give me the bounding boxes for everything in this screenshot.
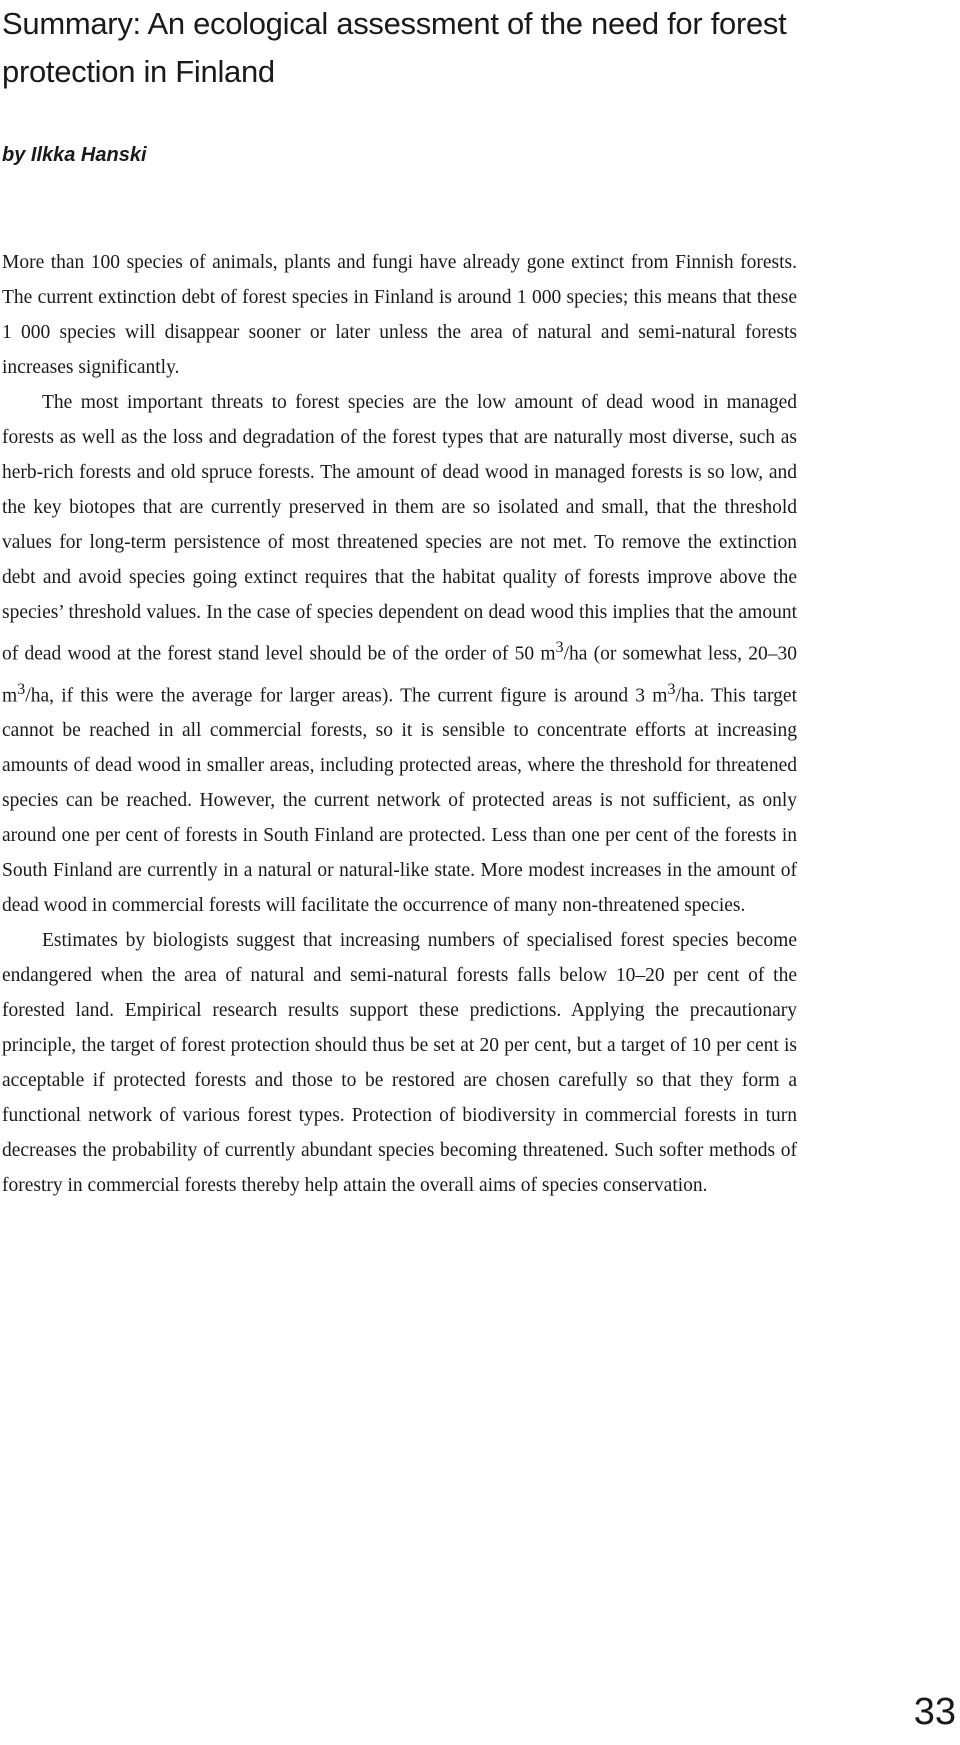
superscript-cubic-3: 3 [667,679,676,698]
body-text [2,245,797,1203]
document-title: Summary: An ecological assessment of the need for forest protection in Finland [2,6,787,89]
paragraph-1 [2,245,797,385]
superscript-cubic-1: 3 [555,638,564,656]
paragraph-2-text-a: The most important threats to forest species are the low amount of dead wood in managed forests as well as the loss and degradation of the forest types that are naturally most diverse, such as herb-rich forests and old spruce forests. The amount of dead wood in managed forests is so low, and the key biotopes that are currently preserved in them are so isolated and small, that the threshold values for long-term persistence of most threatened species are not met. To remove the extinction debt and avoid species going extinct requires that the habitat quality of forests improve above the species’ threshold values. In the case of species dependent on dead wood this implies that the amount of dead wood at the forest stand level should be of the order of 50 m [2,392,797,665]
paragraph-2 [2,385,797,923]
superscript-cubic-2: 3 [17,679,26,698]
paragraph-1-text: More than 100 species of animals, plants and fungi have already gone extinct from Finnish forests. The current extinction debt of forest species in Finland is around 1 000 species; this means that these 1 000 species will disappear sooner or later unless the area of natural and semi-natural forests increases significantly. [2,252,797,378]
paragraph-2-text-d: /ha. This target cannot be reached in all commercial forests, so it is sensible to concentrate efforts at increasing amounts of dead wood in smaller areas, including protected areas, where the threshold for threatened species can be reached. However, the current network of protected areas is not sufficient, as only around one per cent of forests in South Finland are protected. Less than one per cent of the forests in South Finland are currently in a natural or natural-like state. More modest increases in the amount of dead wood in commercial forests will facilitate the occurrence of many non-threatened species. [2,685,797,916]
author-byline: by Ilkka Hanski [2,144,147,166]
page-number: 33 [913,1691,956,1733]
paragraph-3-text: Estimates by biologists suggest that increasing numbers of specialised forest species become endangered when the area of natural and semi-natural forests falls below 10–20 per cent of the forested land. Empirical research results support these predictions. Applying the precautionary principle, the target of forest protection should thus be set at 20 per cent, but a target of 10 per cent is acceptable if protected forests and those to be restored are chosen carefully so that they form a functional network of various forest types. Protection of biodiversity in commercial forests in turn decreases the probability of currently abundant species becoming threatened. Such softer methods of forestry in commercial forests thereby help attain the overall aims of species conservation. [2,930,797,1196]
paragraph-2-text-b: /ha (or somewhat less, 20–30 m [2,643,797,706]
paragraph-3 [2,923,797,1203]
paragraph-2-text-c: /ha, if this were the average for larger areas). The current figure is around 3 m [25,685,668,706]
